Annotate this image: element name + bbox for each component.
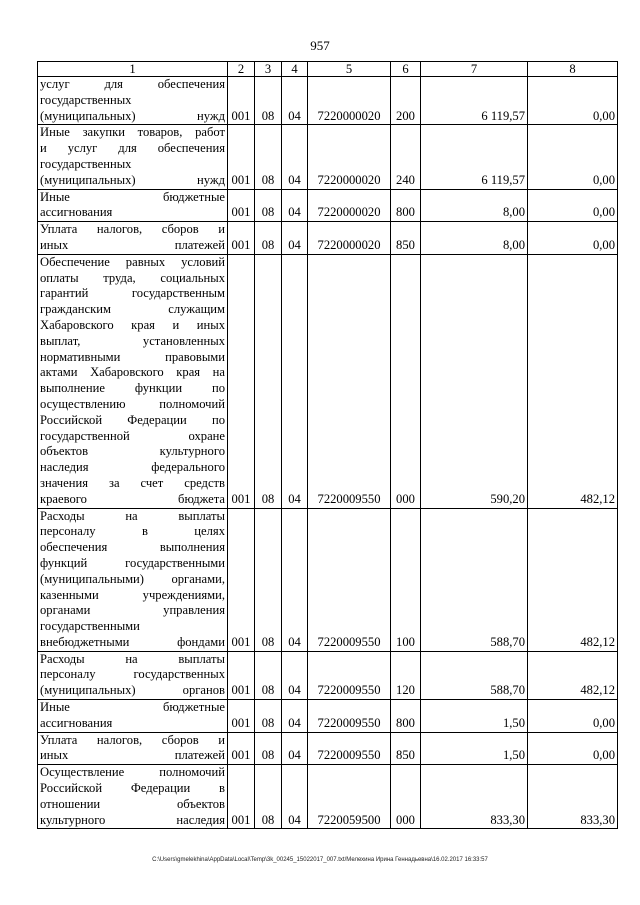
description-line: выполнение функции по — [40, 381, 225, 396]
ministry-code: 001 — [228, 125, 255, 189]
planned-amount: 1,50 — [421, 732, 528, 765]
executed-amount: 0,00 — [528, 222, 618, 255]
row-description — [38, 651, 228, 699]
expense-type-code: 200 — [391, 77, 421, 125]
ministry-code: 001 — [228, 651, 255, 699]
planned-amount: 8,00 — [421, 189, 528, 222]
description-line: Уплата налогов, сборов и — [40, 732, 225, 747]
target-article-code: 7220000020 — [308, 189, 391, 222]
section-code: 08 — [255, 651, 282, 699]
description-line: государственных — [40, 156, 132, 171]
table-row — [38, 77, 618, 125]
subsection-code: 04 — [282, 765, 308, 829]
description-line: Осуществление полномочий — [40, 765, 225, 780]
description-line: (муниципальных) нужд — [40, 108, 225, 123]
row-description — [38, 125, 228, 189]
description-line: Расходы на выплаты — [40, 508, 225, 523]
description-line: (муниципальных) нужд — [40, 172, 225, 187]
table-row — [38, 189, 618, 222]
column-header: 1 — [38, 62, 228, 77]
section-code: 08 — [255, 732, 282, 765]
subsection-code: 04 — [282, 651, 308, 699]
section-code: 08 — [255, 77, 282, 125]
executed-amount: 0,00 — [528, 700, 618, 733]
expense-type-code: 850 — [391, 732, 421, 765]
description-line: государственных — [40, 92, 132, 107]
subsection-code: 04 — [282, 508, 308, 651]
description-line: объектов культурного — [40, 444, 225, 459]
description-line: Иные закупки товаров, работ — [40, 125, 225, 140]
row-description — [38, 189, 228, 222]
subsection-code: 04 — [282, 222, 308, 255]
description-line: иных платежей — [40, 237, 225, 252]
executed-amount: 0,00 — [528, 732, 618, 765]
description-line: Обеспечение равных условий — [40, 254, 225, 269]
ministry-code: 001 — [228, 254, 255, 508]
description-line: Иные бюджетные — [40, 189, 225, 204]
planned-amount: 833,30 — [421, 765, 528, 829]
subsection-code: 04 — [282, 189, 308, 222]
planned-amount: 588,70 — [421, 651, 528, 699]
table-row — [38, 254, 618, 508]
expense-type-code: 800 — [391, 700, 421, 733]
header-row — [38, 62, 618, 77]
description-line: и услуг для обеспечения — [40, 141, 225, 156]
ministry-code: 001 — [228, 700, 255, 733]
subsection-code: 04 — [282, 125, 308, 189]
row-description — [38, 222, 228, 255]
expense-type-code: 800 — [391, 189, 421, 222]
description-line: актами Хабаровского края на — [40, 365, 225, 380]
description-line: казенными учреждениями, — [40, 587, 225, 602]
description-line: гражданским служащим — [40, 302, 225, 317]
subsection-code: 04 — [282, 254, 308, 508]
planned-amount: 1,50 — [421, 700, 528, 733]
executed-amount: 482,12 — [528, 254, 618, 508]
description-line: наследия федерального — [40, 460, 225, 475]
planned-amount: 590,20 — [421, 254, 528, 508]
table-row — [38, 125, 618, 189]
ministry-code: 001 — [228, 222, 255, 255]
ministry-code: 001 — [228, 77, 255, 125]
expense-type-code: 000 — [391, 254, 421, 508]
target-article-code: 7220000020 — [308, 77, 391, 125]
column-header: 6 — [391, 62, 421, 77]
file-path-footer: C:\Users\gmelekhina\AppData\Local\Temp\3k_00245_15022017_007.txt/Мелехина Ирина Геннадьевна\16.02.2017 16:33:57 — [152, 857, 488, 863]
column-header: 8 — [528, 62, 618, 77]
description-line: государственной охране — [40, 428, 225, 443]
target-article-code: 7220059500 — [308, 765, 391, 829]
expense-type-code: 000 — [391, 765, 421, 829]
column-header: 7 — [421, 62, 528, 77]
expense-type-code: 120 — [391, 651, 421, 699]
executed-amount: 482,12 — [528, 508, 618, 651]
row-description — [38, 732, 228, 765]
description-line: нормативными правовыми — [40, 349, 225, 364]
table-row — [38, 222, 618, 255]
column-header: 5 — [308, 62, 391, 77]
table-row — [38, 732, 618, 765]
description-line: Российской Федерации по — [40, 412, 225, 427]
table-row — [38, 508, 618, 651]
description-line: органами управления — [40, 603, 225, 618]
description-line: оплаты труда, социальных — [40, 270, 225, 285]
page-number: 957 — [310, 38, 330, 53]
target-article-code: 7220009550 — [308, 651, 391, 699]
executed-amount: 0,00 — [528, 189, 618, 222]
target-article-code: 7220009550 — [308, 732, 391, 765]
section-code: 08 — [255, 254, 282, 508]
column-header: 2 — [228, 62, 255, 77]
section-code: 08 — [255, 700, 282, 733]
description-line: Хабаровского края и иных — [40, 317, 225, 332]
expense-type-code: 240 — [391, 125, 421, 189]
target-article-code: 7220000020 — [308, 125, 391, 189]
row-description — [38, 765, 228, 829]
section-code: 08 — [255, 222, 282, 255]
executed-amount: 0,00 — [528, 77, 618, 125]
description-line: услуг для обеспечения — [40, 77, 225, 91]
target-article-code: 7220000020 — [308, 222, 391, 255]
target-article-code: 7220009550 — [308, 508, 391, 651]
table-row — [38, 700, 618, 733]
description-line: государственными — [40, 619, 140, 634]
ministry-code: 001 — [228, 765, 255, 829]
description-line: обеспечения выполнения — [40, 540, 225, 555]
section-code: 08 — [255, 189, 282, 222]
planned-amount: 6 119,57 — [421, 125, 528, 189]
description-line: краевого бюджета — [40, 491, 225, 506]
budget-table — [37, 61, 618, 829]
description-line: (муниципальными) органами, — [40, 571, 225, 586]
table-row — [38, 765, 618, 829]
planned-amount: 8,00 — [421, 222, 528, 255]
section-code: 08 — [255, 125, 282, 189]
row-description — [38, 254, 228, 508]
ministry-code: 001 — [228, 508, 255, 651]
planned-amount: 6 119,57 — [421, 77, 528, 125]
subsection-code: 04 — [282, 732, 308, 765]
ministry-code: 001 — [228, 189, 255, 222]
description-line: значения за счет средств — [40, 475, 225, 490]
description-line: осуществлению полномочий — [40, 396, 225, 411]
description-line: Расходы на выплаты — [40, 651, 225, 666]
executed-amount: 833,30 — [528, 765, 618, 829]
description-line: Иные бюджетные — [40, 700, 225, 715]
description-line: функций государственными — [40, 555, 225, 570]
expense-type-code: 850 — [391, 222, 421, 255]
description-line: внебюджетными фондами — [40, 634, 225, 649]
column-header: 4 — [282, 62, 308, 77]
row-description — [38, 77, 228, 125]
description-line: Российской Федерации в — [40, 781, 225, 796]
target-article-code: 7220009550 — [308, 700, 391, 733]
column-header: 3 — [255, 62, 282, 77]
description-line: ассигнования — [40, 715, 113, 730]
section-code: 08 — [255, 765, 282, 829]
expense-type-code: 100 — [391, 508, 421, 651]
table-row — [38, 651, 618, 699]
description-line: иных платежей — [40, 748, 225, 763]
executed-amount: 482,12 — [528, 651, 618, 699]
subsection-code: 04 — [282, 700, 308, 733]
description-line: Уплата налогов, сборов и — [40, 222, 225, 237]
description-line: ассигнования — [40, 205, 113, 220]
description-line: гарантий государственным — [40, 286, 225, 301]
ministry-code: 001 — [228, 732, 255, 765]
description-line: выплат, установленных — [40, 333, 225, 348]
row-description — [38, 700, 228, 733]
row-description — [38, 508, 228, 651]
description-line: персоналу государственных — [40, 667, 225, 682]
section-code: 08 — [255, 508, 282, 651]
description-line: культурного наследия — [40, 812, 225, 827]
target-article-code: 7220009550 — [308, 254, 391, 508]
description-line: персоналу в целях — [40, 524, 225, 539]
executed-amount: 0,00 — [528, 125, 618, 189]
subsection-code: 04 — [282, 77, 308, 125]
table-body — [38, 77, 618, 829]
description-line: отношении объектов — [40, 796, 225, 811]
description-line: (муниципальных) органов — [40, 683, 225, 698]
planned-amount: 588,70 — [421, 508, 528, 651]
